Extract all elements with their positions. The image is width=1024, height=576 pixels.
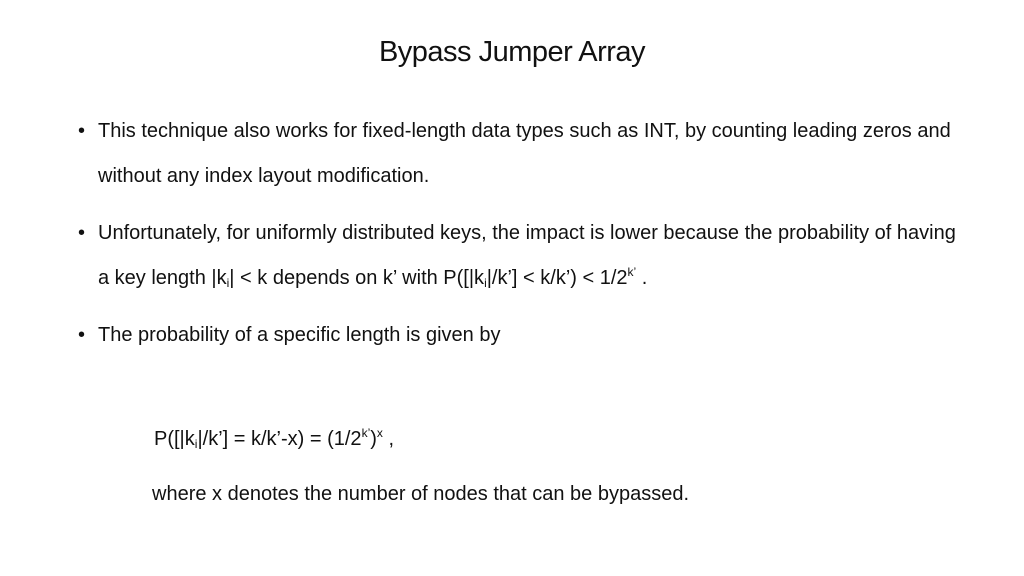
bullet-text: The probability of a specific length is given by	[98, 324, 501, 346]
subscript: i	[484, 276, 487, 290]
bullet-item-fixed-length	[78, 109, 958, 199]
subscript: i	[194, 437, 198, 451]
bullet-item-uniform-keys	[78, 211, 958, 301]
bullet-text: This technique also works for fixed-length data types such as INT, by counting leading zeros and without any index layout modification.	[98, 120, 951, 187]
bullet-item-probability	[78, 313, 958, 358]
bullet-dot-icon: •	[78, 222, 86, 244]
superscript: k’	[627, 265, 637, 279]
slide-title: Bypass Jumper Array	[378, 36, 646, 68]
subscript: i	[226, 276, 230, 290]
bullet-text-segment: | < k depends on k’ with P([|k	[229, 267, 485, 289]
probability-formula	[154, 417, 394, 462]
formula-segment: |/k’] = k/k’-x) = (1/2	[197, 428, 362, 450]
bullet-text	[98, 222, 956, 289]
bullet-text-segment: |/k’] < k/k’) < 1/2	[486, 267, 628, 289]
bullet-dot-icon: •	[78, 324, 86, 346]
bullet-list	[78, 109, 958, 370]
formula-segment: ,	[382, 428, 395, 450]
formula-segment: P([|k	[154, 428, 195, 450]
formula-segment: )	[370, 428, 377, 450]
superscript: k’	[361, 426, 371, 440]
bullet-text-segment: .	[636, 267, 648, 289]
formula-explanation: where x denotes the number of nodes that can be bypassed.	[152, 483, 690, 505]
bullet-dot-icon: •	[78, 120, 86, 142]
bullet-text-segment: Unfortunately, for uniformly distributed keys, the impact is lower because the probability of having a key length |k	[98, 222, 956, 289]
superscript: x	[376, 426, 383, 440]
